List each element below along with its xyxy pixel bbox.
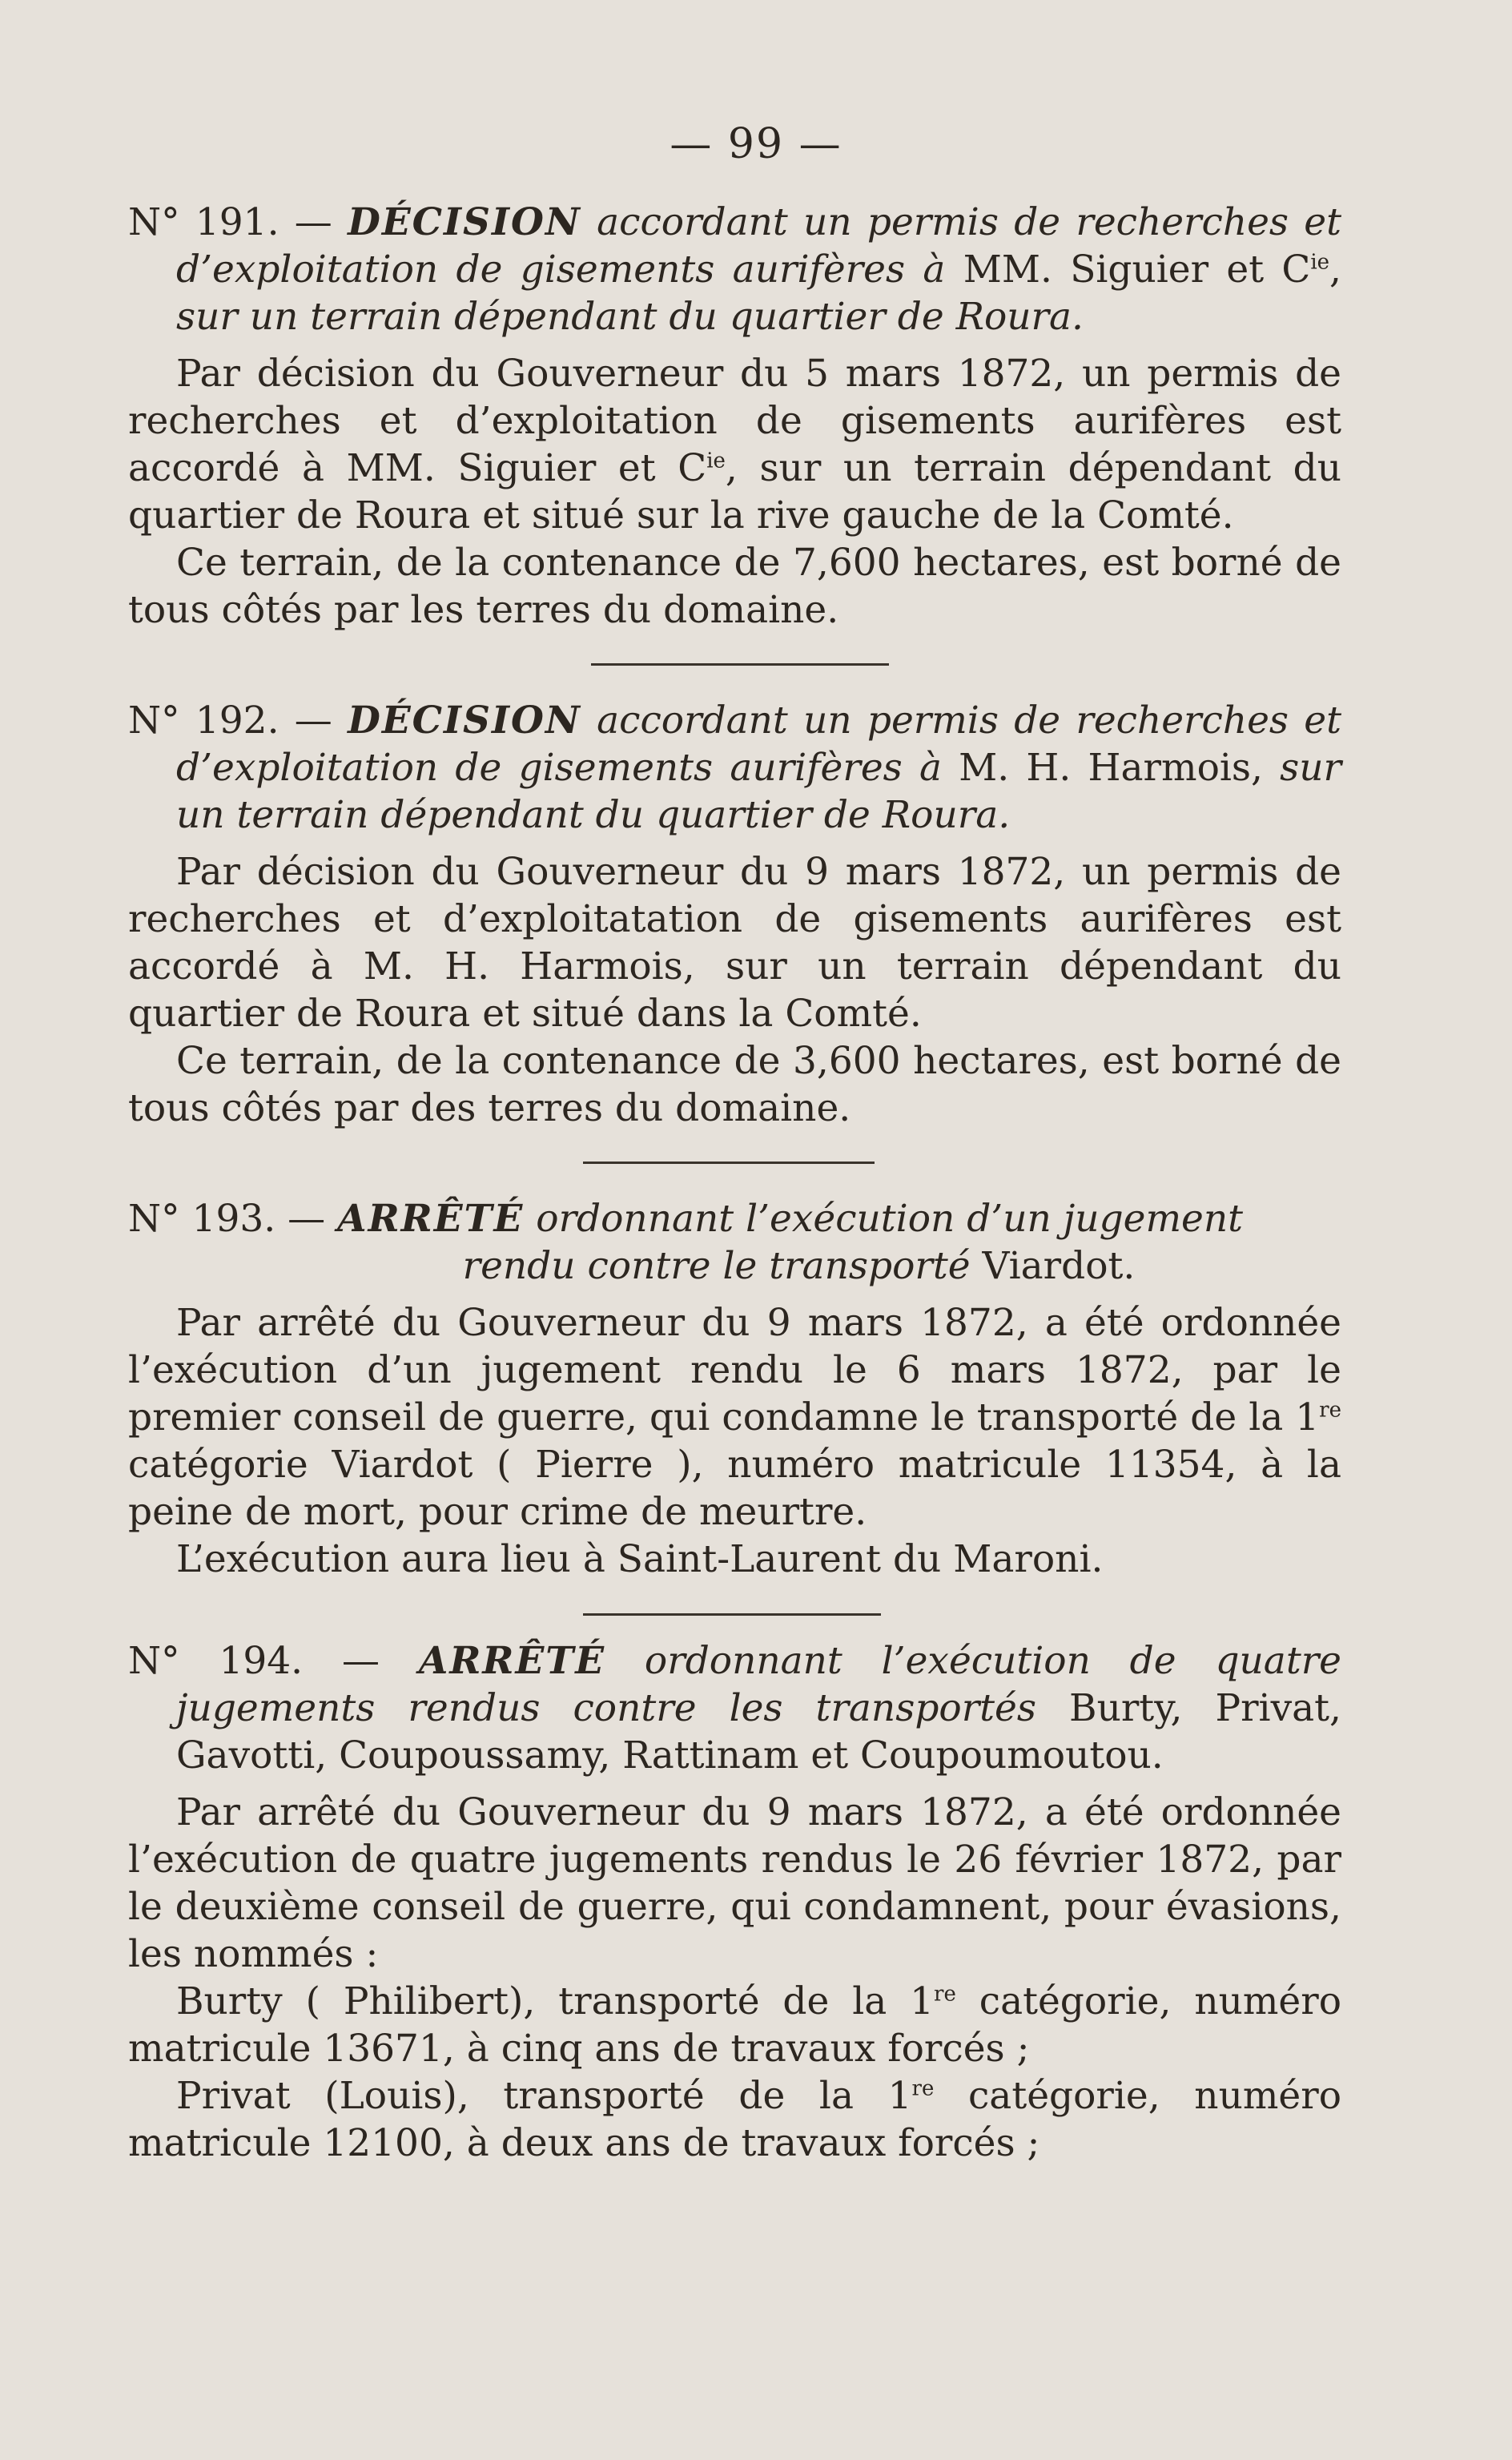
entry-title-text: ordonnant l’exécution d’un jugement (524, 1197, 1244, 1241)
entry-title (128, 1637, 1341, 1779)
entry-kind: ARRÊTÉ (337, 1197, 525, 1241)
page-number: — 99 — (670, 120, 842, 168)
entry-number: N° 194. (128, 1639, 304, 1683)
paragraph: Par arrêté du Gouverneur du 9 mars 1872, a été ordonnée l’exécution de quatre jugements rendus le 26 février 1872, par le deuxième conseil de guerre, qui condamnent, pour évasions, les nommés : (128, 1790, 1341, 1976)
paragraph: Ce terrain, de la contenance de 7,600 hectares, est borné de tous côtés par les terres du domaine. (128, 541, 1341, 632)
paragraph-text: Par arrêté du Gouverneur du 9 mars 1872, a été ordonnée l’exécution d’un jugement rendu le 6 mars 1872, par le premier conseil de guerre, qui condamne le transporté de la 1 (128, 1301, 1341, 1439)
entry-194 (128, 1637, 1341, 2167)
paragraph-text: catégorie, numéro matricule 13671, à cinq ans de travaux forcés ; (128, 1979, 1342, 2071)
paragraph: Par décision du Gouverneur du 9 mars 1872, un permis de recherches et d’exploitatation de gisements aurifères est accordé à M. H. Harmois, sur un terrain dépendant du quartier de Roura et situé dans la Comté. (128, 850, 1341, 1036)
entry-title-text: accordant un permis de recherches et d’exploitation de gisements aurifères à (176, 699, 1341, 790)
superscript: re (934, 1982, 956, 2007)
entry-number: N° 193. (128, 1197, 276, 1241)
entry-title (128, 697, 1341, 839)
entry-kind: DÉCISION (348, 200, 581, 244)
paragraph-text: Par décision du Gouverneur du 5 mars 1872, un permis de recherches et d’exploitation de gisements aurifères est accordé à MM. Siguier et C (128, 352, 1341, 490)
entry-title-text: rendu contre le transporté (462, 1244, 983, 1288)
entry-191 (128, 199, 1341, 634)
entry-title-comma: , (1329, 248, 1341, 292)
entry-title (128, 1195, 1341, 1290)
paragraph: Ce terrain, de la contenance de 3,600 hectares, est borné de tous côtés par des terres du domaine. (128, 1039, 1341, 1130)
entry-dash: — (294, 200, 332, 244)
entry-dash: — (288, 1197, 326, 1241)
paragraph (128, 2072, 1341, 2167)
entry-193 (128, 1195, 1341, 1583)
superscript: ie (706, 449, 726, 473)
paragraph: L’exécution aura lieu à Saint-Laurent du Maroni. (176, 1537, 1104, 1581)
paragraph-text: Burty ( Philibert), transporté de la 1 (176, 1979, 935, 2023)
entry-title-tail: sur un terrain dépendant du quartier de Roura. (176, 295, 1084, 339)
paragraph (128, 1978, 1341, 2072)
entry-title (128, 199, 1341, 340)
entry-192 (128, 697, 1341, 1132)
entry-title-names: MM. Siguier et C (963, 248, 1311, 292)
entry-dash: — (294, 699, 332, 743)
paragraph-text: Privat (Louis), transporté de la 1 (176, 2074, 912, 2118)
entry-title-names: Burty, Privat, Gavotti, Coupoussamy, Rattinam et Coupoumoutou. (176, 1686, 1341, 1778)
section-divider (591, 663, 889, 666)
entry-number: N° 192. (128, 699, 279, 743)
section-divider (583, 1162, 875, 1164)
entry-title-sup: ie (1310, 250, 1330, 275)
entry-title-names: M. H. Harmois, (959, 746, 1281, 790)
entry-kind: DÉCISION (348, 699, 581, 743)
superscript: re (911, 2076, 935, 2101)
paragraph-text: catégorie, numéro matricule 12100, à deux ans de travaux forcés ; (128, 2074, 1341, 2165)
paragraph-text: , sur un terrain dépendant du quartier de Roura et situé sur la rive gauche de la Comté. (128, 446, 1341, 537)
superscript: re (1319, 1398, 1341, 1423)
entry-number: N° 191. (128, 200, 279, 244)
entry-title-tail: sur un terrain dépendant du quartier de Roura. (176, 746, 1341, 837)
entry-title-names: Viardot. (982, 1244, 1136, 1288)
entry-kind: ARRÊTÉ (418, 1639, 606, 1683)
paragraph-text: catégorie Viardot ( Pierre ), numéro matricule 11354, à la peine de mort, pour crime de meurtre. (128, 1443, 1341, 1534)
entry-dash: — (342, 1639, 380, 1683)
entry-title-line2 (128, 1242, 1341, 1290)
paragraph (128, 350, 1341, 539)
paragraph (128, 1299, 1341, 1536)
section-divider (583, 1613, 881, 1616)
entry-title-text: accordant un permis de recherches et d’exploitation de gisements aurifères à (176, 200, 1341, 292)
entry-title-text: ordonnant l’exécution de quatre jugements rendus contre les transportés (176, 1639, 1341, 1730)
